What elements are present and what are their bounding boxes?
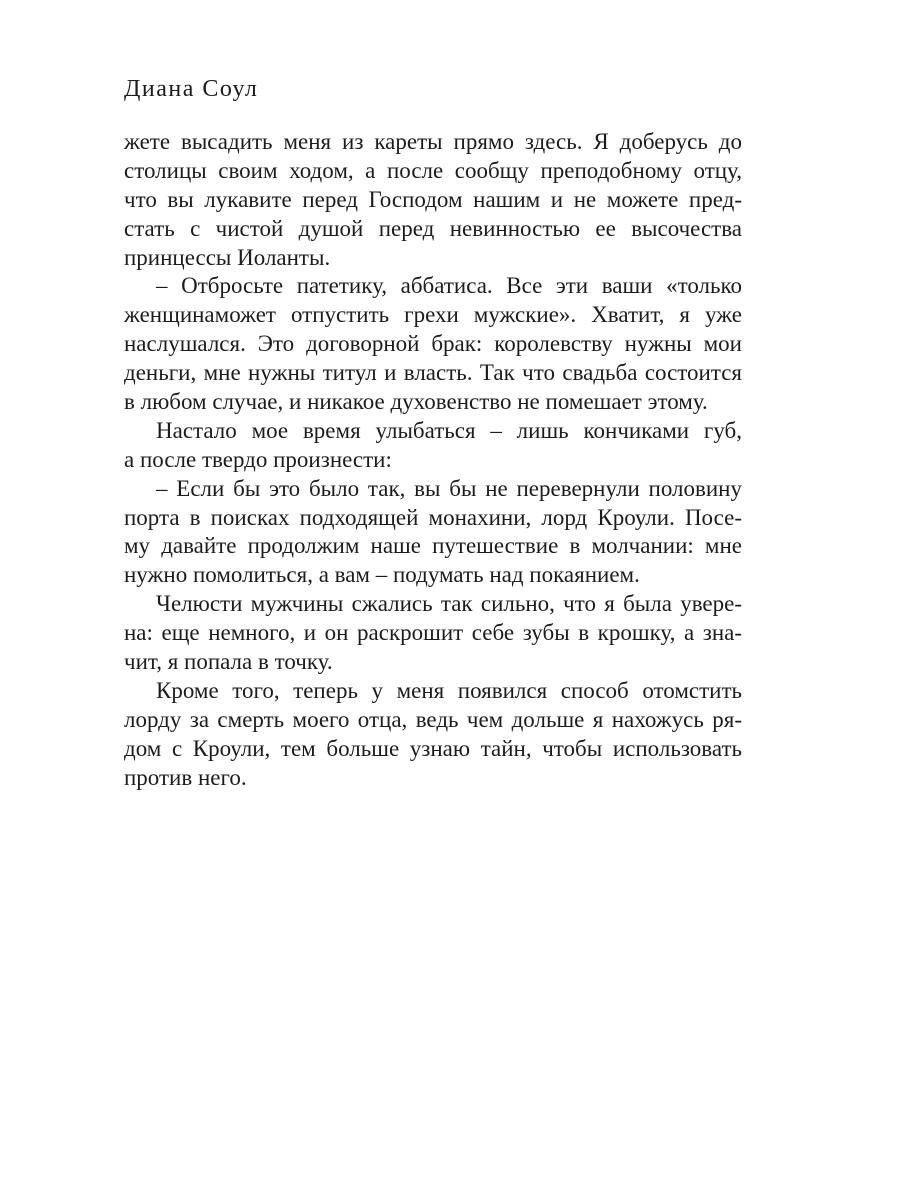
text-line: порта в поисках подходящей монахини, лорд Кроули. Посе- <box>124 504 742 530</box>
text-line: жете высадить меня из кареты прямо здесь. Я доберусь до <box>124 129 742 154</box>
text-line: деньги, мне нужны титул и власть. Так что свадьба состоится <box>124 360 742 386</box>
text-line: а после твердо произнести: <box>124 446 392 472</box>
text-line: Настало мое время улыбаться – лишь кончиками губ, <box>156 417 742 443</box>
text-line: Кроме того, теперь у меня появился способ отомстить <box>156 677 742 703</box>
text-line: дом с Кроули, тем больше узнаю тайн, чтобы использовать <box>124 735 742 761</box>
text-line: в любом случае, и никакое духовенство не помешает этому. <box>124 389 708 415</box>
text-line: – Если бы это было так, вы бы не перевернули половину <box>156 475 742 501</box>
text-line: против него. <box>124 764 247 790</box>
text-line: на: еще немного, и он раскрошит себе зубы в крошку, а зна- <box>124 620 742 646</box>
text-line: нужно помолиться, а вам – подумать над покаянием. <box>124 562 640 588</box>
text-line: столицы своим ходом, а после сообщу преподобному отцу, <box>124 157 742 183</box>
text-line: му давайте продолжим наше путешествие в молчании: мне <box>124 533 742 559</box>
text-line: лорду за смерть моего отца, ведь чем дольше я нахожусь ря- <box>124 706 742 732</box>
text-line: стать с чистой душой перед невинностью ее высочества <box>124 215 742 241</box>
text-line: Челюсти мужчины сжались так сильно, что я была уверe- <box>156 591 742 617</box>
text-line: – Отбросьте патетику, аббатиса. Все эти ваши «только <box>156 273 742 299</box>
text-line: чит, я попала в точку. <box>124 649 333 675</box>
text-line: что вы лукавите перед Господом нашим и не можете пред- <box>124 186 742 212</box>
running-head-author: Диана Соул <box>124 76 259 102</box>
text-line: наслушался. Это договорной брак: королевству нужны мои <box>124 331 742 357</box>
body-text <box>124 128 742 792</box>
text-line: женщинаможет отпустить грехи мужские». Хватит, я уже <box>124 302 742 328</box>
text-line: принцессы Иоланты. <box>124 244 331 270</box>
